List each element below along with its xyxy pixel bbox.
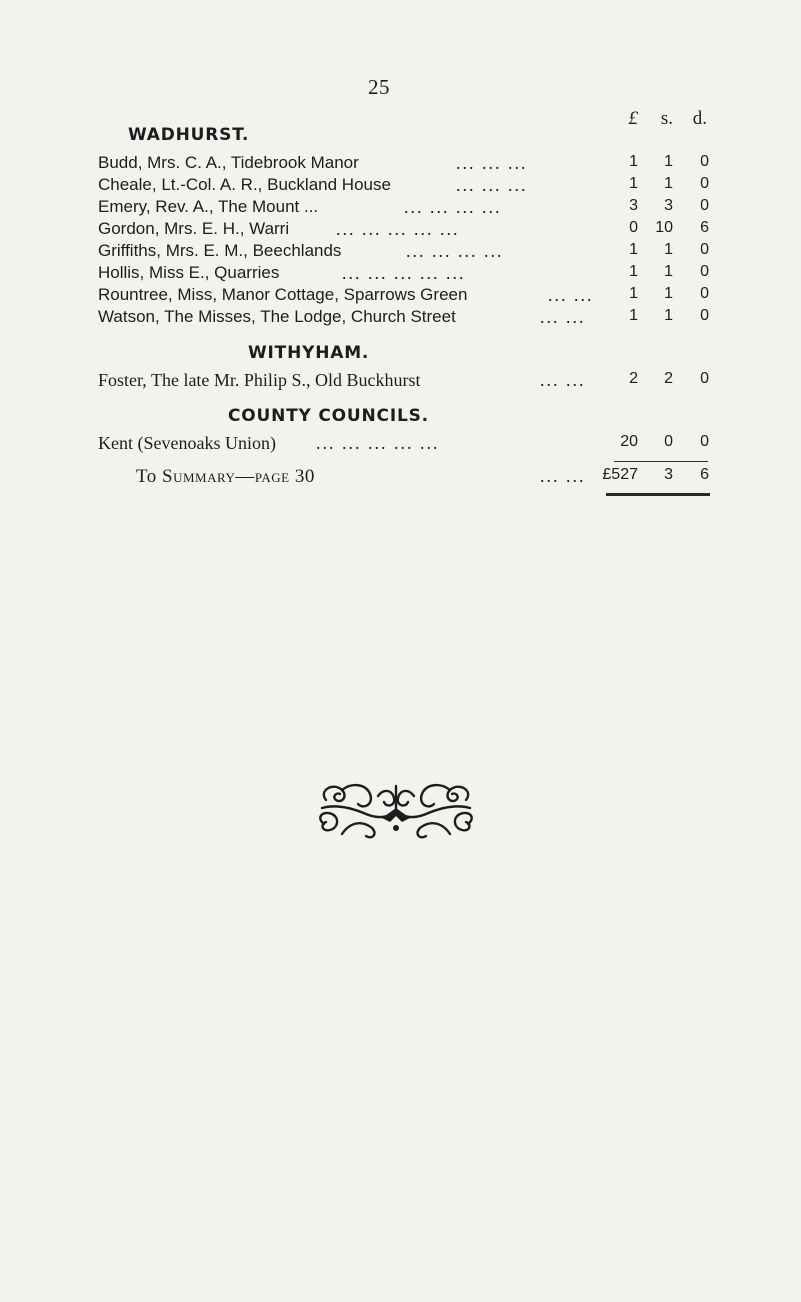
subtotal-rule [614,461,708,462]
entry-name: Hollis, Miss E., Quarries [98,263,280,282]
summary-shillings: 3 [664,466,673,483]
ledger-row [0,219,801,241]
dot-leader: ... ... [540,307,586,327]
entry-shillings: 1 [664,307,673,324]
section-title-withyham: WITHYHAM. [248,343,370,363]
entry-pounds: 1 [629,153,638,170]
entry-shillings: 1 [664,153,673,170]
dot-leader: ... ... ... [456,153,528,173]
ledger-row [0,285,801,307]
entry-pounds: 1 [629,263,638,280]
entry-pence: 6 [700,219,709,236]
entry-pence: 0 [700,433,709,450]
entry-pounds: 20 [620,433,638,450]
ledger-row [0,433,801,455]
entry-pounds: 1 [629,285,638,302]
dot-leader: ... ... ... ... ... [336,219,460,239]
ledger-row [0,263,801,285]
entry-pence: 0 [700,175,709,192]
dot-leader: ... ... [548,285,594,305]
dot-leader: ... ... ... ... ... [316,433,440,453]
summary-pounds: £527 [602,466,638,483]
printers-ornament-icon [312,778,480,840]
entry-pence: 0 [700,285,709,302]
pounds-column-header: £ [628,108,638,129]
section-title-county-councils: COUNTY COUNCILS. [228,406,429,426]
entry-shillings: 1 [664,241,673,258]
entry-shillings: 3 [664,197,673,214]
summary-label: To Summary—page 30 [136,466,315,487]
ledger-row [0,370,801,392]
shillings-column-header: s. [660,108,673,129]
dot-leader: ... ... ... ... [406,241,504,261]
entry-pounds: 1 [629,175,638,192]
entry-pounds: 1 [629,307,638,324]
dot-leader: ... ... [540,466,586,486]
summary-row [0,466,801,488]
entry-pence: 0 [700,370,709,387]
column-headers [0,108,801,134]
ledger-row [0,197,801,219]
entry-pounds: 2 [629,370,638,387]
entry-name: Watson, The Misses, The Lodge, Church Street [98,307,456,326]
entry-shillings: 1 [664,285,673,302]
entry-name: Rountree, Miss, Manor Cottage, Sparrows Green [98,285,468,304]
entry-pence: 0 [700,307,709,324]
ledger-row [0,175,801,197]
entry-pence: 0 [700,263,709,280]
dot-leader: ... ... ... ... ... [342,263,466,283]
entry-shillings: 1 [664,263,673,280]
dot-leader: ... ... ... [456,175,528,195]
entry-name: Kent (Sevenoaks Union) [98,433,276,453]
entry-pence: 0 [700,241,709,258]
entry-shillings: 10 [655,219,673,236]
ledger-row [0,153,801,175]
ledger-row [0,241,801,263]
entry-name: Griffiths, Mrs. E. M., Beechlands [98,241,342,260]
entry-name: Emery, Rev. A., The Mount ... [98,197,319,216]
entry-shillings: 0 [664,433,673,450]
section-title-wadhurst: WADHURST. [128,125,250,145]
entry-name: Cheale, Lt.-Col. A. R., Buckland House [98,175,391,194]
dot-leader: ... ... [540,370,586,390]
pence-column-header: d. [692,108,707,129]
ledger-row [0,307,801,329]
total-double-rule [606,493,710,496]
entry-name: Foster, The late Mr. Philip S., Old Buckhurst [98,370,421,390]
page-number: 25 [368,75,390,99]
entry-shillings: 1 [664,175,673,192]
entry-pounds: 1 [629,241,638,258]
entry-name: Budd, Mrs. C. A., Tidebrook Manor [98,153,359,172]
entry-pence: 0 [700,153,709,170]
entry-shillings: 2 [664,370,673,387]
dot-leader: ... ... ... ... [404,197,502,217]
entry-pounds: 0 [629,219,638,236]
summary-pence: 6 [700,466,709,483]
entry-pence: 0 [700,197,709,214]
entry-name: Gordon, Mrs. E. H., Warri [98,219,290,238]
entry-pounds: 3 [629,197,638,214]
